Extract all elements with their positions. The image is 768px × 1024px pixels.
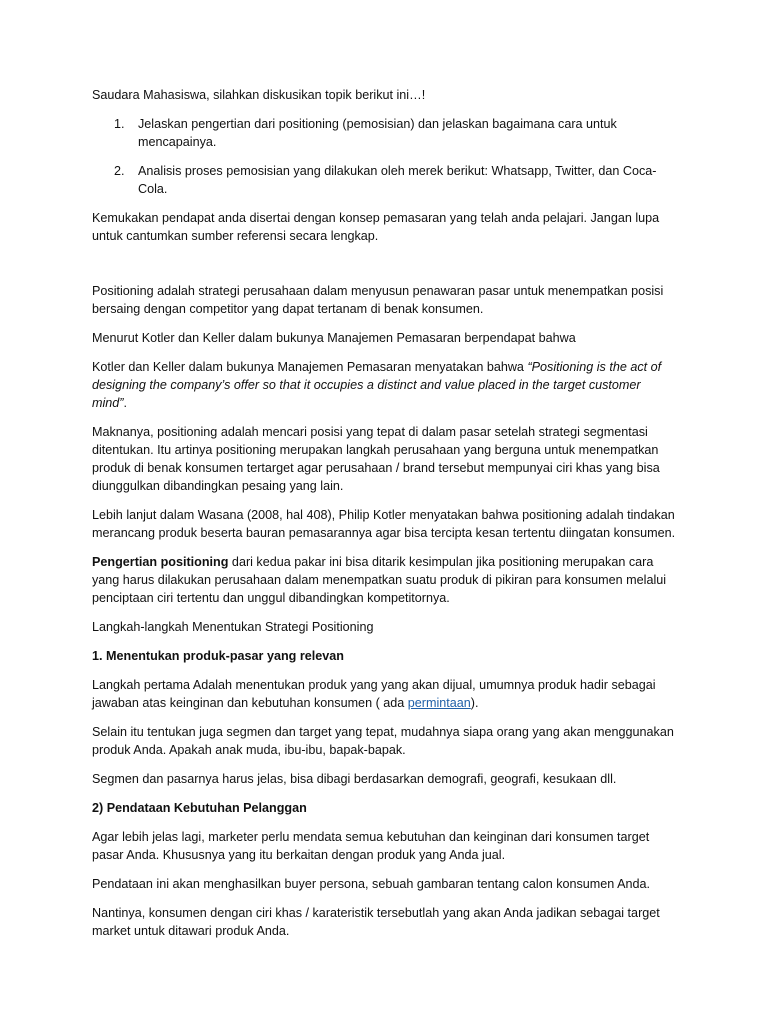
paragraph-end: . — [123, 396, 127, 410]
list-number: 1. — [114, 117, 125, 131]
paragraph-conclusion — [92, 553, 678, 607]
paragraph: Segmen dan pasarnya harus jelas, bisa dibagi berdasarkan demografi, geografi, kesukaan dll. — [92, 772, 617, 786]
bold-term: Pengertian positioning — [92, 555, 229, 569]
paragraph: Maknanya, positioning adalah mencari posisi yang tepat di dalam pasar setelah strategi segmentasi ditentukan. Itu artinya positioning merupakan langkah perusahaan yang berguna untuk menempatkan produk di benak konsumen tertarget agar perusahaan / brand tersebut mempunyai ciri khas yang bisa diunggulkan dibandingkan pesaing yang lain. — [92, 425, 660, 493]
list-item-text: Analisis proses pemosisian yang dilakukan oleh merek berikut: Whatsapp, Twitter, dan Coca-Cola. — [138, 164, 657, 196]
paragraph: Lebih lanjut dalam Wasana (2008, hal 408), Philip Kotler menyatakan bahwa positioning adalah tindakan merancang produk beserta bauran pemasarannya agar bisa tercipta kesan tertentu diingatan konsumen. — [92, 508, 676, 540]
paragraph-quote — [92, 358, 678, 412]
intro-text: Saudara Mahasiswa, silahkan diskusikan topik berikut ini…! — [92, 88, 426, 102]
paragraph-rest: dari kedua pakar ini bisa ditarik kesimpulan jika positioning merupakan cara yang harus dilakukan perusahaan dalam menempatkan suatu produk di pikiran para konsumen melalui penciptaan ciri tertentu dan unggul dibandingkan kompetitornya. — [92, 555, 667, 605]
paragraph: Agar lebih jelas lagi, marketer perlu mendata semua kebutuhan dan keinginan dari konsumen target pasar Anda. Khususnya yang itu berkaitan dengan produk yang Anda jual. — [92, 830, 650, 862]
document-body — [92, 86, 678, 951]
list-number: 2. — [114, 164, 125, 178]
instruction-text: Kemukakan pendapat anda disertai dengan konsep pemasaran yang telah anda pelajari. Jangan lupa untuk cantumkan sumber referensi secara lengkap. — [92, 211, 660, 243]
paragraph-end: ). — [470, 696, 479, 710]
section-intro: Langkah-langkah Menentukan Strategi Positioning — [92, 620, 374, 634]
section-heading-2: 2) Pendataan Kebutuhan Pelanggan — [92, 801, 307, 815]
permintaan-link[interactable]: permintaan — [407, 696, 471, 710]
section-heading-1: 1. Menentukan produk-pasar yang relevan — [92, 649, 344, 663]
paragraph: Positioning adalah strategi perusahaan dalam menyusun penawaran pasar untuk menempatkan posisi bersaing dengan competitor yang dapat tertanam di benak konsumen. — [92, 284, 664, 316]
list-item — [92, 162, 678, 198]
spacer — [92, 256, 678, 282]
paragraph: Pendataan ini akan menghasilkan buyer persona, sebuah gambaran tentang calon konsumen Anda. — [92, 877, 651, 891]
list-item — [92, 115, 678, 151]
paragraph-with-link — [92, 676, 678, 712]
paragraph: Selain itu tentukan juga segmen dan target yang tepat, mudahnya siapa orang yang akan menggunakan produk Anda. Apakah anak muda, ibu-ibu, bapak-bapak. — [92, 725, 674, 757]
paragraph-lead: Langkah pertama Adalah menentukan produk yang yang akan dijual, umumnya produk hadir sebagai jawaban atas keinginan dan kebutuhan konsumen ( ada — [92, 678, 656, 710]
question-list — [92, 115, 678, 198]
paragraph-lead: Kotler dan Keller dalam bukunya Manajemen Pemasaran menyatakan bahwa — [92, 360, 528, 374]
paragraph: Menurut Kotler dan Keller dalam bukunya Manajemen Pemasaran berpendapat bahwa — [92, 331, 576, 345]
kotler-quote: “Positioning is the act of designing the company’s offer so that it occupies a distinct and value placed in the target customer mind” — [92, 360, 662, 410]
list-item-text: Jelaskan pengertian dari positioning (pemosisian) dan jelaskan bagaimana cara untuk mencapainya. — [138, 117, 617, 149]
paragraph: Nantinya, konsumen dengan ciri khas / karateristik tersebutlah yang akan Anda jadikan sebagai target market untuk ditawari produk Anda. — [92, 906, 660, 938]
